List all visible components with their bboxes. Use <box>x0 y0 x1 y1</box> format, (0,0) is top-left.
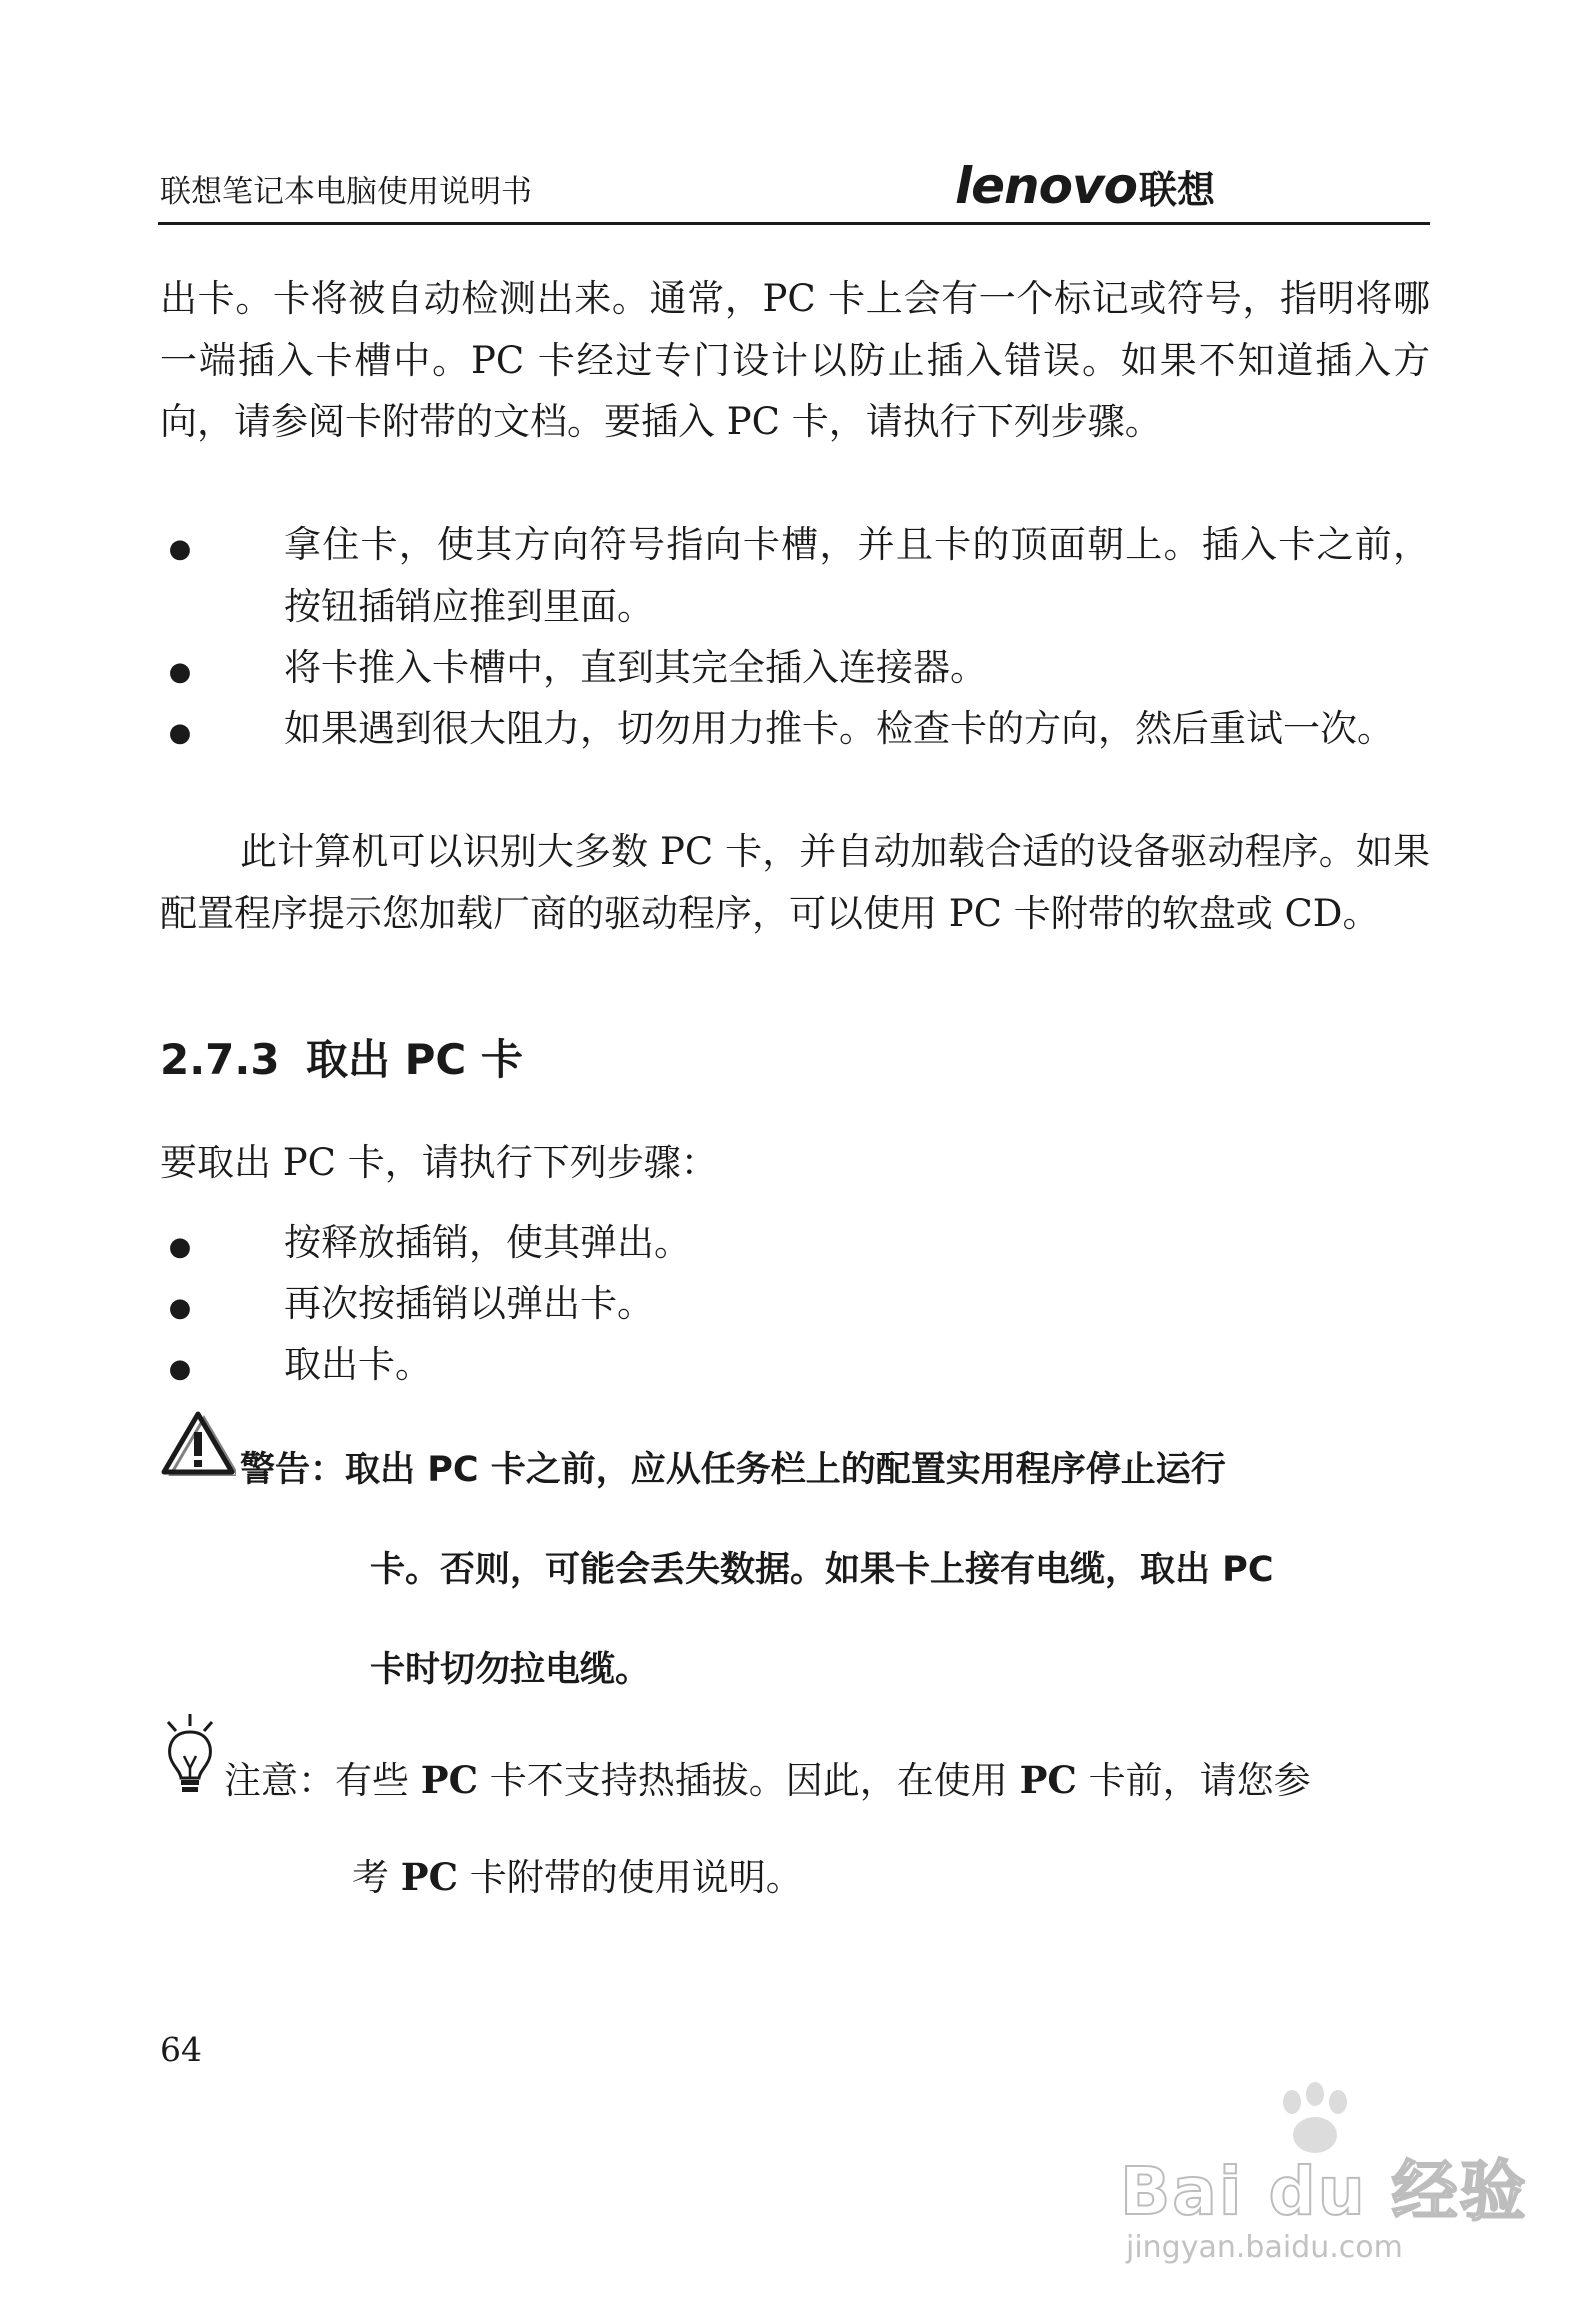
note-text: 考 <box>352 1856 401 1899</box>
warning-text-1: 取出 PC 卡之前，应从任务栏上的配置实用程序停止运行 <box>345 1450 1226 1490</box>
note-text-pc: PC <box>420 1758 479 1802</box>
warning-text-3: 卡时切勿拉电缆。 <box>370 1650 651 1690</box>
watermark-text: Bai du 经验 <box>1120 2153 1528 2230</box>
bullet-icon: ● <box>168 657 192 687</box>
note-text: 卡不支持热插拔。因此，在使用 <box>478 1759 1020 1802</box>
bullet-icon: ● <box>168 718 192 748</box>
bullet-icon: ● <box>168 1232 192 1262</box>
note-text-pc: PC <box>1019 1758 1077 1802</box>
note-text: 卡前，请您参 <box>1076 1759 1311 1802</box>
list-item-text: 拿住卡，使其方向符号指向卡槽，并且卡的顶面朝上。插入卡之前，按钮插销应推到里面。 <box>284 523 1430 628</box>
bullet-icon: ● <box>168 1354 192 1384</box>
header-divider <box>158 222 1430 225</box>
list-item <box>160 1334 1430 1396</box>
note-line <box>160 1732 1430 1829</box>
note-text: 有些 <box>335 1759 421 1802</box>
paragraph-section-intro: 要取出 PC 卡，请执行下列步骤： <box>160 1141 718 1184</box>
list-item <box>160 514 1430 637</box>
warning-label: 警告： <box>240 1450 346 1490</box>
list-item <box>160 637 1430 699</box>
list-item <box>160 698 1430 760</box>
page-number: 64 <box>160 2030 202 2069</box>
section-heading <box>160 1028 523 1092</box>
watermark-url: jingyan.baidu.com <box>1126 2230 1403 2265</box>
logo-wordmark: lenovo <box>955 157 1137 215</box>
paragraph-intro: 出卡。卡将被自动检测出来。通常，PC 卡上会有一个标记或符号，指明将哪一端插入卡槽中。PC 卡经过专门设计以防止插入错误。如果不知道插入方向，请参阅卡附带的文档。要插入 PC 卡，请执行下列步骤。 <box>160 277 1430 443</box>
list-item-text: 将卡推入卡槽中，直到其完全插入连接器。 <box>284 646 987 689</box>
lenovo-logo <box>955 158 1215 214</box>
warning-text-2: 卡。否则，可能会丢失数据。如果卡上接有电缆，取出 PC <box>370 1550 1274 1590</box>
logo-chinese: 联想 <box>1138 168 1215 212</box>
list-item-text: 如果遇到很大阻力，切勿用力推卡。检查卡的方向，然后重试一次。 <box>284 707 1394 750</box>
section-number: 2.7.3 <box>160 1035 280 1084</box>
warning-callout <box>160 1420 1430 1720</box>
list-item <box>160 1212 1430 1274</box>
note-line <box>160 1829 1430 1926</box>
bullet-icon: ● <box>168 534 192 564</box>
note-text: 卡附带的使用说明。 <box>458 1856 803 1899</box>
list-item-text: 取出卡。 <box>284 1343 432 1386</box>
paragraph-recognize: 此计算机可以识别大多数 PC 卡，并自动加载合适的设备驱动程序。如果配置程序提示您加载厂商的驱动程序，可以使用 PC 卡附带的软盘或 CD。 <box>160 830 1430 935</box>
list-item-text: 再次按插销以弹出卡。 <box>284 1282 654 1325</box>
baidu-watermark <box>1120 2080 1528 2280</box>
note-label: 注意： <box>224 1759 335 1802</box>
list-item <box>160 1273 1430 1335</box>
note-callout <box>160 1732 1430 1926</box>
warning-line <box>160 1420 1430 1520</box>
section-title: 取出 PC 卡 <box>306 1035 523 1084</box>
list-item-text: 按释放插销，使其弹出。 <box>284 1221 691 1264</box>
note-text-pc: PC <box>400 1855 459 1899</box>
running-header-title: 联想笔记本电脑使用说明书 <box>160 174 532 210</box>
bullet-icon: ● <box>168 1293 192 1323</box>
